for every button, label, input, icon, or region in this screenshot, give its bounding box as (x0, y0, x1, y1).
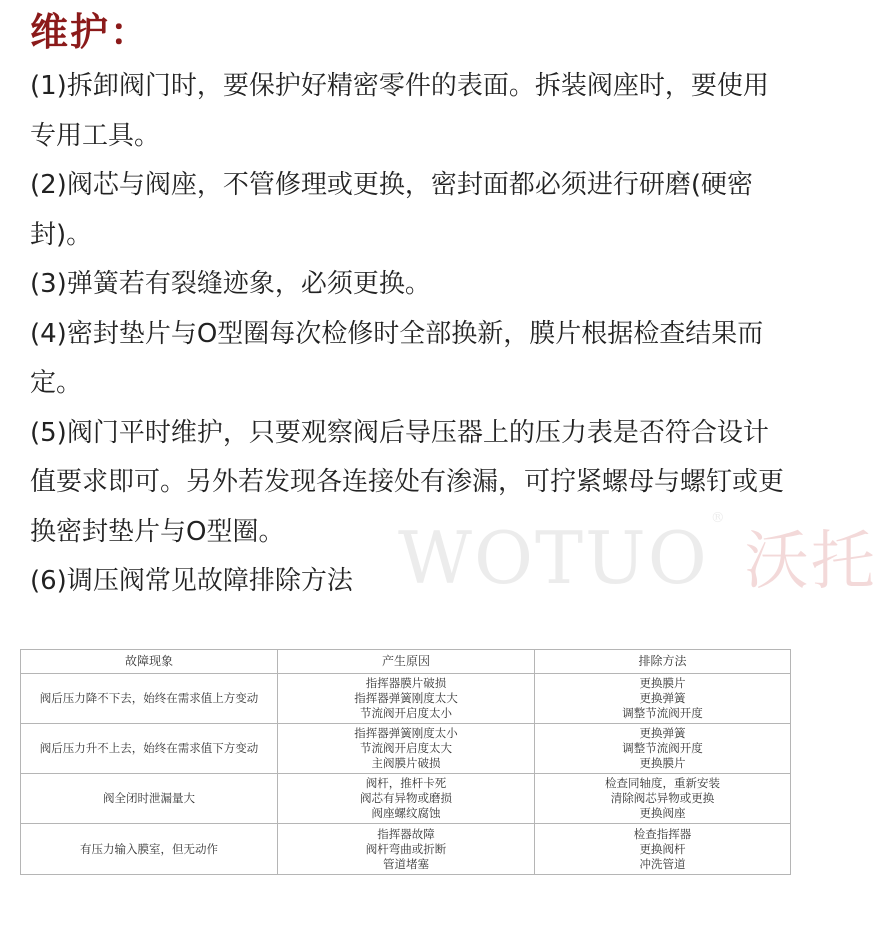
header-remedy: 排除方法 (535, 650, 791, 674)
table-header-row (21, 650, 791, 674)
remedy-line: 检查指挥器 (633, 826, 692, 841)
remedy-line: 更换膜片 (639, 756, 686, 770)
cause-line: 阀杆，推杆卡死 (365, 776, 447, 790)
remedy-line: 更换阀杆 (639, 841, 686, 856)
cause-cell (278, 774, 535, 824)
remedy-line: 更换阀座 (639, 806, 686, 820)
symptom-cell: 有压力输入膜室，但无动作 (21, 824, 278, 875)
paragraph-3: (3)弹簧若有裂缝迹象，必须更换。 (30, 269, 431, 299)
cause-line: 管道堵塞 (383, 856, 429, 871)
maintenance-text (30, 62, 790, 607)
remedy-line: 清除阀芯异物或更换 (610, 791, 715, 805)
fault-table (20, 649, 791, 875)
cause-line: 指挥器弹簧刚度太小 (354, 726, 458, 740)
watermark-latin: WOTUO (398, 516, 709, 600)
cause-cell (278, 824, 535, 875)
table-row (21, 724, 791, 774)
cause-line: 主阀膜片破损 (371, 756, 441, 770)
table-row (21, 824, 791, 875)
watermark-registered-mark: ® (710, 510, 727, 526)
cause-line: 节流阀开启度太大 (360, 741, 452, 755)
paragraph-4: (4)密封垫片与O型圈每次检修时全部换新，膜片根据检查结果而定。 (30, 318, 764, 398)
remedy-line: 调整节流阀开度 (622, 741, 703, 755)
remedy-line: 更换弹簧 (639, 726, 686, 740)
remedy-cell (535, 674, 791, 724)
watermark-chinese: 沃托 (744, 525, 877, 599)
section-title: 维护： (30, 10, 151, 54)
cause-cell (278, 674, 535, 724)
cause-line: 阀杆弯曲或折断 (365, 841, 447, 856)
remedy-line: 调整节流阀开度 (622, 706, 703, 720)
paragraph-6: (6)调压阀常见故障排除方法 (30, 566, 353, 596)
cause-line: 阀座螺纹腐蚀 (371, 806, 441, 820)
cause-line: 阀芯有异物或磨损 (360, 791, 452, 805)
cause-line: 指挥器弹簧刚度太大 (354, 691, 458, 705)
cause-line: 指挥器膜片破损 (365, 676, 447, 690)
paragraph-2: (2)阀芯与阀座，不管修理或更换，密封面都必须进行研磨(硬密封)。 (30, 170, 753, 250)
remedy-line: 检查同轴度，重新安装 (605, 776, 720, 790)
cause-line: 节流阀开启度太小 (360, 706, 452, 720)
paragraph-5: (5)阀门平时维护，只要观察阀后导压器上的压力表是否符合设计值要求即可。另外若发现各连接处有渗漏，可拧紧螺母与螺钉或更换密封垫片与O型圈。 (30, 417, 785, 547)
remedy-line: 更换膜片 (639, 676, 686, 690)
remedy-cell (535, 724, 791, 774)
symptom-cell: 阀后压力升不上去，始终在需求值下方变动 (21, 724, 278, 774)
remedy-line: 更换弹簧 (639, 691, 686, 705)
symptom-cell: 阀后压力降不下去，始终在需求值上方变动 (21, 674, 278, 724)
table-row (21, 674, 791, 724)
table-row (21, 774, 791, 824)
paragraph-1: (1)拆卸阀门时，要保护好精密零件的表面。拆装阀座时，要使用专用工具。 (30, 71, 769, 151)
remedy-line: 冲洗管道 (639, 856, 686, 871)
remedy-cell (535, 824, 791, 875)
header-symptom: 故障现象 (21, 650, 278, 674)
cause-cell (278, 724, 535, 774)
header-cause: 产生原因 (278, 650, 535, 674)
symptom-cell: 阀全闭时泄漏量大 (21, 774, 278, 824)
cause-line: 指挥器故障 (377, 826, 435, 841)
remedy-cell (535, 774, 791, 824)
